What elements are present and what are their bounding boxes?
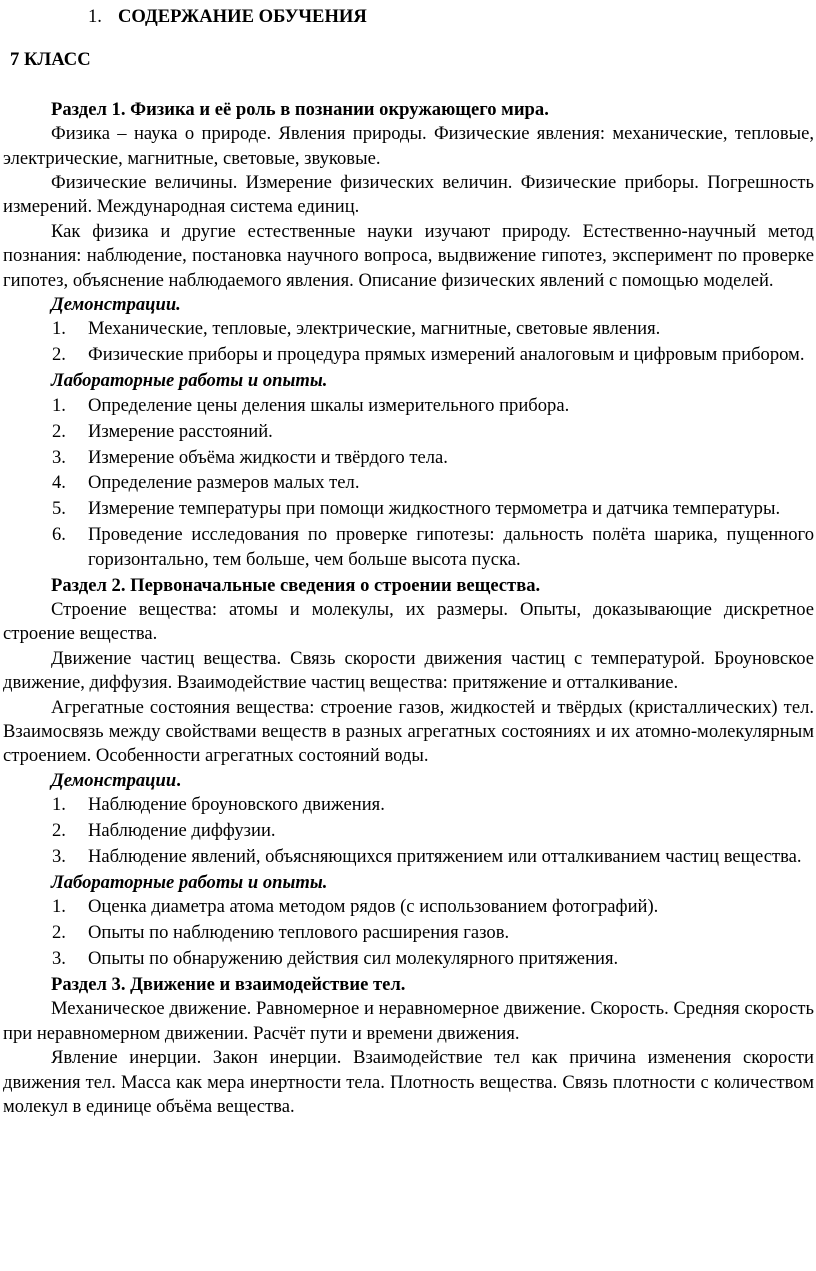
list-item-number: 2. [52,344,66,366]
list-item-number: 2. [52,420,66,442]
list-item-text: Физические приборы и процедура прямых измерений аналоговым и цифровым прибором. [88,344,805,366]
section-2-paragraph-2: Движение частиц вещества. Связь скорости движения частиц с температурой. Броуновское движение, диффузия. Взаимодействие частиц вещества: притяжение и отталкивание. [3,647,814,694]
list-item-number: 1. [52,318,66,340]
list-item-number: 3. [52,846,66,867]
section-3-paragraph-2: Явление инерции. Закон инерции. Взаимодействие тел как причина изменения скорости движения тел. Масса как мера инертности тела. Плотность вещества. Связь плотности с количеством молекул в единице объёма вещества. [3,1047,814,1118]
main-title [88,5,814,29]
list-item [3,394,814,418]
section-1-paragraph-2: Физические величины. Измерение физических величин. Физические приборы. Погрешность измерений. Международная система единиц. [3,172,814,218]
section-1-demos-heading: Демонстрации. [51,294,181,316]
list-item-text: Оценка диаметра атома методом рядов (с использованием фотографий). [88,896,659,918]
section-1-labs-list [3,394,814,572]
section-2-paragraph-3: Агрегатные состояния вещества: строение газов, жидкостей и твёрдых (кристаллических) тел. Взаимосвязь между свойствами веществ в разных агрегатных состояниях и их атомно-молекулярным строением. Особенности агрегатных состояний воды. [3,696,814,767]
list-item-number: 6. [52,524,66,546]
list-item-text: Наблюдение диффузии. [88,820,276,842]
list-item [3,793,814,817]
list-item-number: 3. [52,948,66,970]
section-2-demos-list [3,793,814,869]
list-item-text: Наблюдение броуновского движения. [88,794,385,816]
section-1-demos-list [3,317,814,367]
list-item-text: Наблюдение явлений, объясняющихся притяжением или отталкиванием частиц вещества. [88,846,802,867]
list-item-text: Определение цены деления шкалы измерительного прибора. [88,394,570,416]
list-item-text: Проведение исследования по проверке гипотезы: дальность полёта шарика, пущенного горизонтально, тем больше, чем больше высота пуска. [88,524,814,570]
list-item-number: 1. [52,896,66,918]
list-item [3,471,814,495]
list-item-text: Механические, тепловые, электрические, магнитные, световые явления. [88,318,661,340]
list-item [3,845,814,869]
list-item-text: Определение размеров малых тел. [88,472,360,494]
list-item [3,497,814,521]
section-2-labs-heading: Лабораторные работы и опыты. [51,871,328,893]
list-item-number: 3. [52,446,66,468]
list-item-text: Опыты по обнаружению действия сил молекулярного притяжения. [88,948,619,970]
list-item-number: 1. [52,794,66,816]
list-item [3,420,814,444]
list-item-number: 2. [52,922,66,944]
section-3-paragraph-1: Механическое движение. Равномерное и неравномерное движение. Скорость. Средняя скорость при неравномерном движении. Расчёт пути и времени движения. [3,998,814,1044]
list-item-number: 1. [52,394,66,416]
list-item [3,523,814,572]
list-item [3,819,814,843]
list-item [3,317,814,341]
section-1-title: Раздел 1. Физика и её роль в познании окружающего мира. [51,98,549,120]
grade-heading: 7 КЛАСС [10,49,91,71]
section-2-labs-list [3,895,814,971]
list-item [3,343,814,367]
list-item [3,895,814,919]
list-item [3,446,814,470]
list-item-text: Опыты по наблюдению теплового расширения газов. [88,922,510,944]
section-2-title: Раздел 2. Первоначальные сведения о строении вещества. [51,574,541,596]
section-1-paragraph-1: Физика – наука о природе. Явления природы. Физические явления: механические, тепловые, электрические, магнитные, световые, звуковые. [3,123,814,169]
list-item-number: 4. [52,472,66,494]
list-item-number: 5. [52,498,66,520]
main-title-number: 1. [88,6,102,27]
section-2-paragraph-1: Строение вещества: атомы и молекулы, их размеры. Опыты, доказывающие дискретное строение вещества. [3,598,814,645]
main-title-text: СОДЕРЖАНИЕ ОБУЧЕНИЯ [118,6,367,27]
section-2-demos-heading-text: Демонстрации [51,769,177,791]
section-1-labs-heading: Лабораторные работы и опыты. [51,370,328,392]
section-1-paragraph-3: Как физика и другие естественные науки изучают природу. Естественно-научный метод познания: наблюдение, постановка научного вопроса, выдвижение гипотез, эксперимент по проверке гипотез, объяснение наблюдаемого явления. Описание физических явлений с помощью моделей. [3,220,814,291]
section-2-demos-heading-dot: . [176,769,181,791]
section-3-title: Раздел 3. Движение и взаимодействие тел. [51,974,406,996]
list-item-number: 2. [52,820,66,842]
section-2-demos-heading [51,769,814,793]
list-item-text: Измерение расстояний. [88,420,273,442]
list-item [3,947,814,971]
list-item [3,921,814,945]
list-item-text: Измерение объёма жидкости и твёрдого тела. [88,446,448,468]
list-item-text: Измерение температуры при помощи жидкостного термометра и датчика температуры. [88,498,781,520]
